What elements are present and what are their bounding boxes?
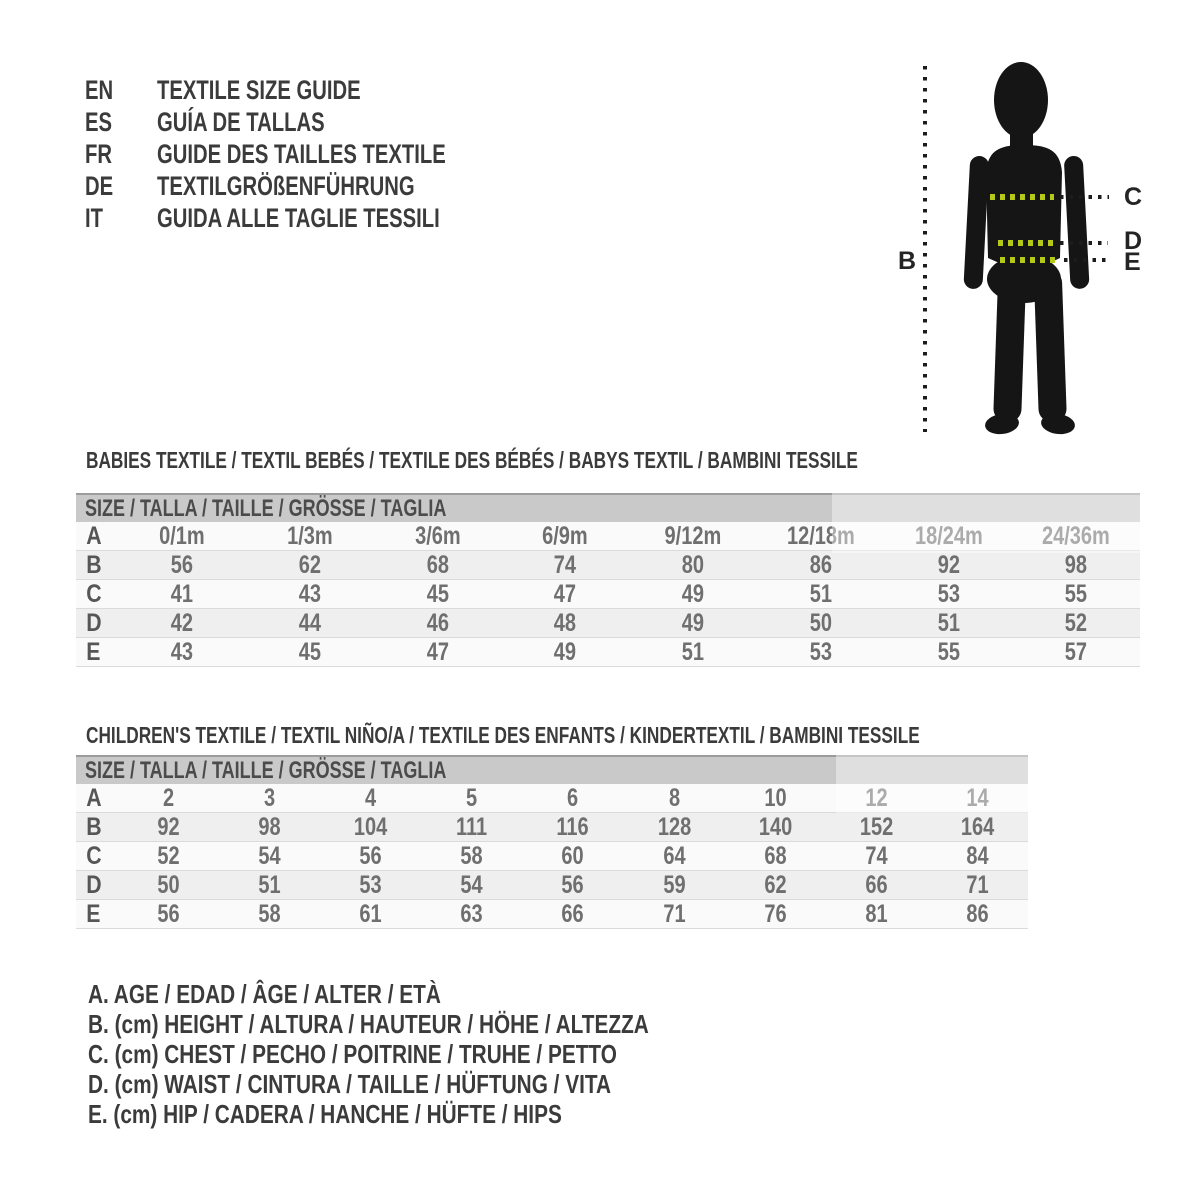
size-cell: 18/24m <box>914 521 983 550</box>
size-cell: 4 <box>365 783 377 812</box>
size-cell: 54 <box>258 841 281 870</box>
size-cell: 63 <box>460 899 484 928</box>
measurement-legend <box>88 979 789 1129</box>
language-title: TEXTILGRÖßENFÜHRUNG <box>157 170 415 201</box>
size-cell: 52 <box>1065 608 1088 637</box>
size-cell: 43 <box>298 579 321 608</box>
size-cell: 12 <box>865 783 888 812</box>
legend-text: B. (cm) HEIGHT / ALTURA / HAUTEUR / HÖHE / ALTEZZA <box>88 1008 649 1039</box>
size-cell: 14 <box>966 783 989 812</box>
size-cell: 1/3m <box>286 521 333 550</box>
size-cell: 12/18m <box>786 521 855 550</box>
size-cell: 53 <box>359 870 382 899</box>
size-cell: 76 <box>764 899 787 928</box>
babies-row-E <box>76 638 1140 667</box>
size-cell: 80 <box>681 550 704 579</box>
babies-section-title <box>86 447 1115 471</box>
size-cell: 111 <box>456 812 488 841</box>
size-cell: 42 <box>170 608 193 637</box>
size-cell: 56 <box>359 841 382 870</box>
size-cell: 66 <box>865 870 888 899</box>
language-row-de <box>85 170 542 202</box>
language-title: GUIDA ALLE TAGLIE TESSILI <box>157 202 440 233</box>
size-cell: 86 <box>966 899 989 928</box>
size-cell: 84 <box>966 841 989 870</box>
language-title-list <box>85 74 542 234</box>
legend-text: A. AGE / EDAD / ÂGE / ALTER / ETÀ <box>88 978 441 1009</box>
language-row-es <box>85 106 542 138</box>
children-row-D <box>76 871 1028 900</box>
figure-label-chest: C <box>1124 183 1143 211</box>
size-cell: 58 <box>258 899 281 928</box>
size-cell: 59 <box>662 870 686 899</box>
size-cell: 92 <box>937 550 960 579</box>
row-label: C <box>86 841 102 870</box>
size-cell: 48 <box>554 608 577 637</box>
row-label: D <box>86 608 102 637</box>
size-cell: 74 <box>865 841 888 870</box>
size-cell: 86 <box>809 550 832 579</box>
size-cell: 104 <box>354 812 388 841</box>
babies-row-D <box>76 609 1140 638</box>
size-cell: 51 <box>809 579 832 608</box>
size-cell: 50 <box>809 608 832 637</box>
size-cell: 56 <box>157 899 180 928</box>
size-cell: 55 <box>937 637 960 666</box>
size-cell: 0/1m <box>159 521 205 550</box>
size-cell: 24/36m <box>1042 521 1111 550</box>
figure-label-hip: E <box>1124 248 1141 276</box>
size-cell: 92 <box>157 812 180 841</box>
size-cell: 61 <box>359 899 382 928</box>
size-cell: 51 <box>937 608 960 637</box>
size-cell: 49 <box>681 608 704 637</box>
row-label: A <box>86 783 102 812</box>
legend-line-d <box>88 1069 789 1099</box>
legend-text: C. (cm) CHEST / PECHO / POITRINE / TRUHE / PETTO <box>88 1038 617 1069</box>
legend-line-b <box>88 1009 789 1039</box>
size-cell: 152 <box>859 812 894 841</box>
size-cell: 50 <box>157 870 180 899</box>
language-title: GUIDE DES TAILLES TEXTILE <box>157 138 446 169</box>
size-cell: 43 <box>170 637 193 666</box>
size-cell: 49 <box>681 579 704 608</box>
children-size-header-bar <box>76 757 1028 784</box>
language-title: TEXTILE SIZE GUIDE <box>157 74 361 105</box>
size-cell: 3/6m <box>414 521 461 550</box>
size-cell: 51 <box>258 870 281 899</box>
language-code: ES <box>85 106 113 137</box>
size-cell: 74 <box>554 550 577 579</box>
legend-line-a <box>88 979 789 1009</box>
size-cell: 45 <box>426 579 449 608</box>
size-cell: 9/12m <box>664 521 722 550</box>
language-row-fr <box>85 138 542 170</box>
size-cell: 62 <box>764 870 787 899</box>
size-cell: 10 <box>764 783 787 812</box>
size-cell: 3 <box>264 783 276 812</box>
row-label: B <box>86 812 102 841</box>
row-label: E <box>86 637 101 666</box>
children-section-title <box>86 722 1198 746</box>
legend-text: D. (cm) WAIST / CINTURA / TAILLE / HÜFTUNG / VITA <box>88 1068 612 1099</box>
size-cell: 68 <box>426 550 449 579</box>
children-size-header-text: SIZE / TALLA / TAILLE / GRÖSSE / TAGLIA <box>85 756 447 784</box>
size-cell: 56 <box>170 550 193 579</box>
size-cell: 49 <box>554 637 577 666</box>
language-code: DE <box>85 170 114 201</box>
legend-line-c <box>88 1039 789 1069</box>
language-row-it <box>85 202 542 234</box>
babies-section-title-text: BABIES TEXTILE / TEXTIL BEBÉS / TEXTILE DES BÉBÉS / BABYS TEXTIL / BAMBINI TESSILE <box>86 447 858 473</box>
size-cell: 71 <box>966 870 989 899</box>
measurement-figure <box>888 48 1148 448</box>
size-cell: 164 <box>960 812 995 841</box>
child-silhouette <box>963 62 1089 436</box>
size-cell: 68 <box>764 841 787 870</box>
size-cell: 53 <box>809 637 832 666</box>
size-cell: 98 <box>258 812 281 841</box>
language-code: EN <box>85 74 114 105</box>
size-cell: 52 <box>157 841 180 870</box>
row-label: D <box>86 870 102 899</box>
size-cell: 55 <box>1065 579 1088 608</box>
children-row-A <box>76 784 1028 813</box>
size-cell: 5 <box>466 783 478 812</box>
size-cell: 47 <box>426 637 449 666</box>
size-cell: 8 <box>668 783 680 812</box>
size-cell: 47 <box>554 579 577 608</box>
babies-row-B <box>76 551 1140 580</box>
size-cell: 64 <box>662 841 686 870</box>
size-cell: 140 <box>758 812 792 841</box>
row-label: A <box>86 521 102 550</box>
babies-size-table <box>76 493 1140 667</box>
size-cell: 44 <box>298 608 321 637</box>
children-row-E <box>76 900 1028 929</box>
babies-size-header-bar <box>76 495 1140 522</box>
size-cell: 128 <box>657 812 691 841</box>
size-cell: 46 <box>426 608 449 637</box>
language-code: FR <box>85 138 112 169</box>
size-cell: 81 <box>865 899 888 928</box>
size-cell: 98 <box>1065 550 1088 579</box>
size-cell: 6 <box>567 783 579 812</box>
children-section-title-text: CHILDREN'S TEXTILE / TEXTIL NIÑO/A / TEXTILE DES ENFANTS / KINDERTEXTIL / BAMBINI TESSILE <box>86 722 920 748</box>
size-cell: 41 <box>170 579 193 608</box>
language-code: IT <box>85 202 103 233</box>
size-cell: 2 <box>162 783 175 812</box>
size-cell: 62 <box>298 550 321 579</box>
figure-label-waist: D <box>1124 227 1143 255</box>
size-cell: 51 <box>681 637 704 666</box>
row-label: E <box>86 899 101 928</box>
children-row-C <box>76 842 1028 871</box>
babies-row-C <box>76 580 1140 609</box>
size-cell: 60 <box>561 841 585 870</box>
children-row-B <box>76 813 1028 842</box>
legend-text: E. (cm) HIP / CADERA / HANCHE / HÜFTE / HIPS <box>88 1098 562 1129</box>
legend-line-e <box>88 1099 789 1129</box>
children-size-table <box>76 755 1028 929</box>
size-cell: 71 <box>662 899 686 928</box>
babies-row-A <box>76 522 1140 551</box>
size-cell: 57 <box>1065 637 1088 666</box>
size-cell: 54 <box>460 870 484 899</box>
size-cell: 116 <box>556 812 590 841</box>
language-row-en <box>85 74 542 106</box>
size-cell: 53 <box>937 579 960 608</box>
language-title: GUÍA DE TALLAS <box>157 106 325 137</box>
figure-label-height: B <box>898 247 917 275</box>
size-cell: 58 <box>460 841 484 870</box>
size-cell: 6/9m <box>542 521 588 550</box>
size-cell: 45 <box>298 637 321 666</box>
size-cell: 56 <box>561 870 585 899</box>
row-label: C <box>86 579 102 608</box>
row-label: B <box>86 550 102 579</box>
size-cell: 66 <box>561 899 585 928</box>
babies-size-header-text: SIZE / TALLA / TAILLE / GRÖSSE / TAGLIA <box>85 494 447 522</box>
